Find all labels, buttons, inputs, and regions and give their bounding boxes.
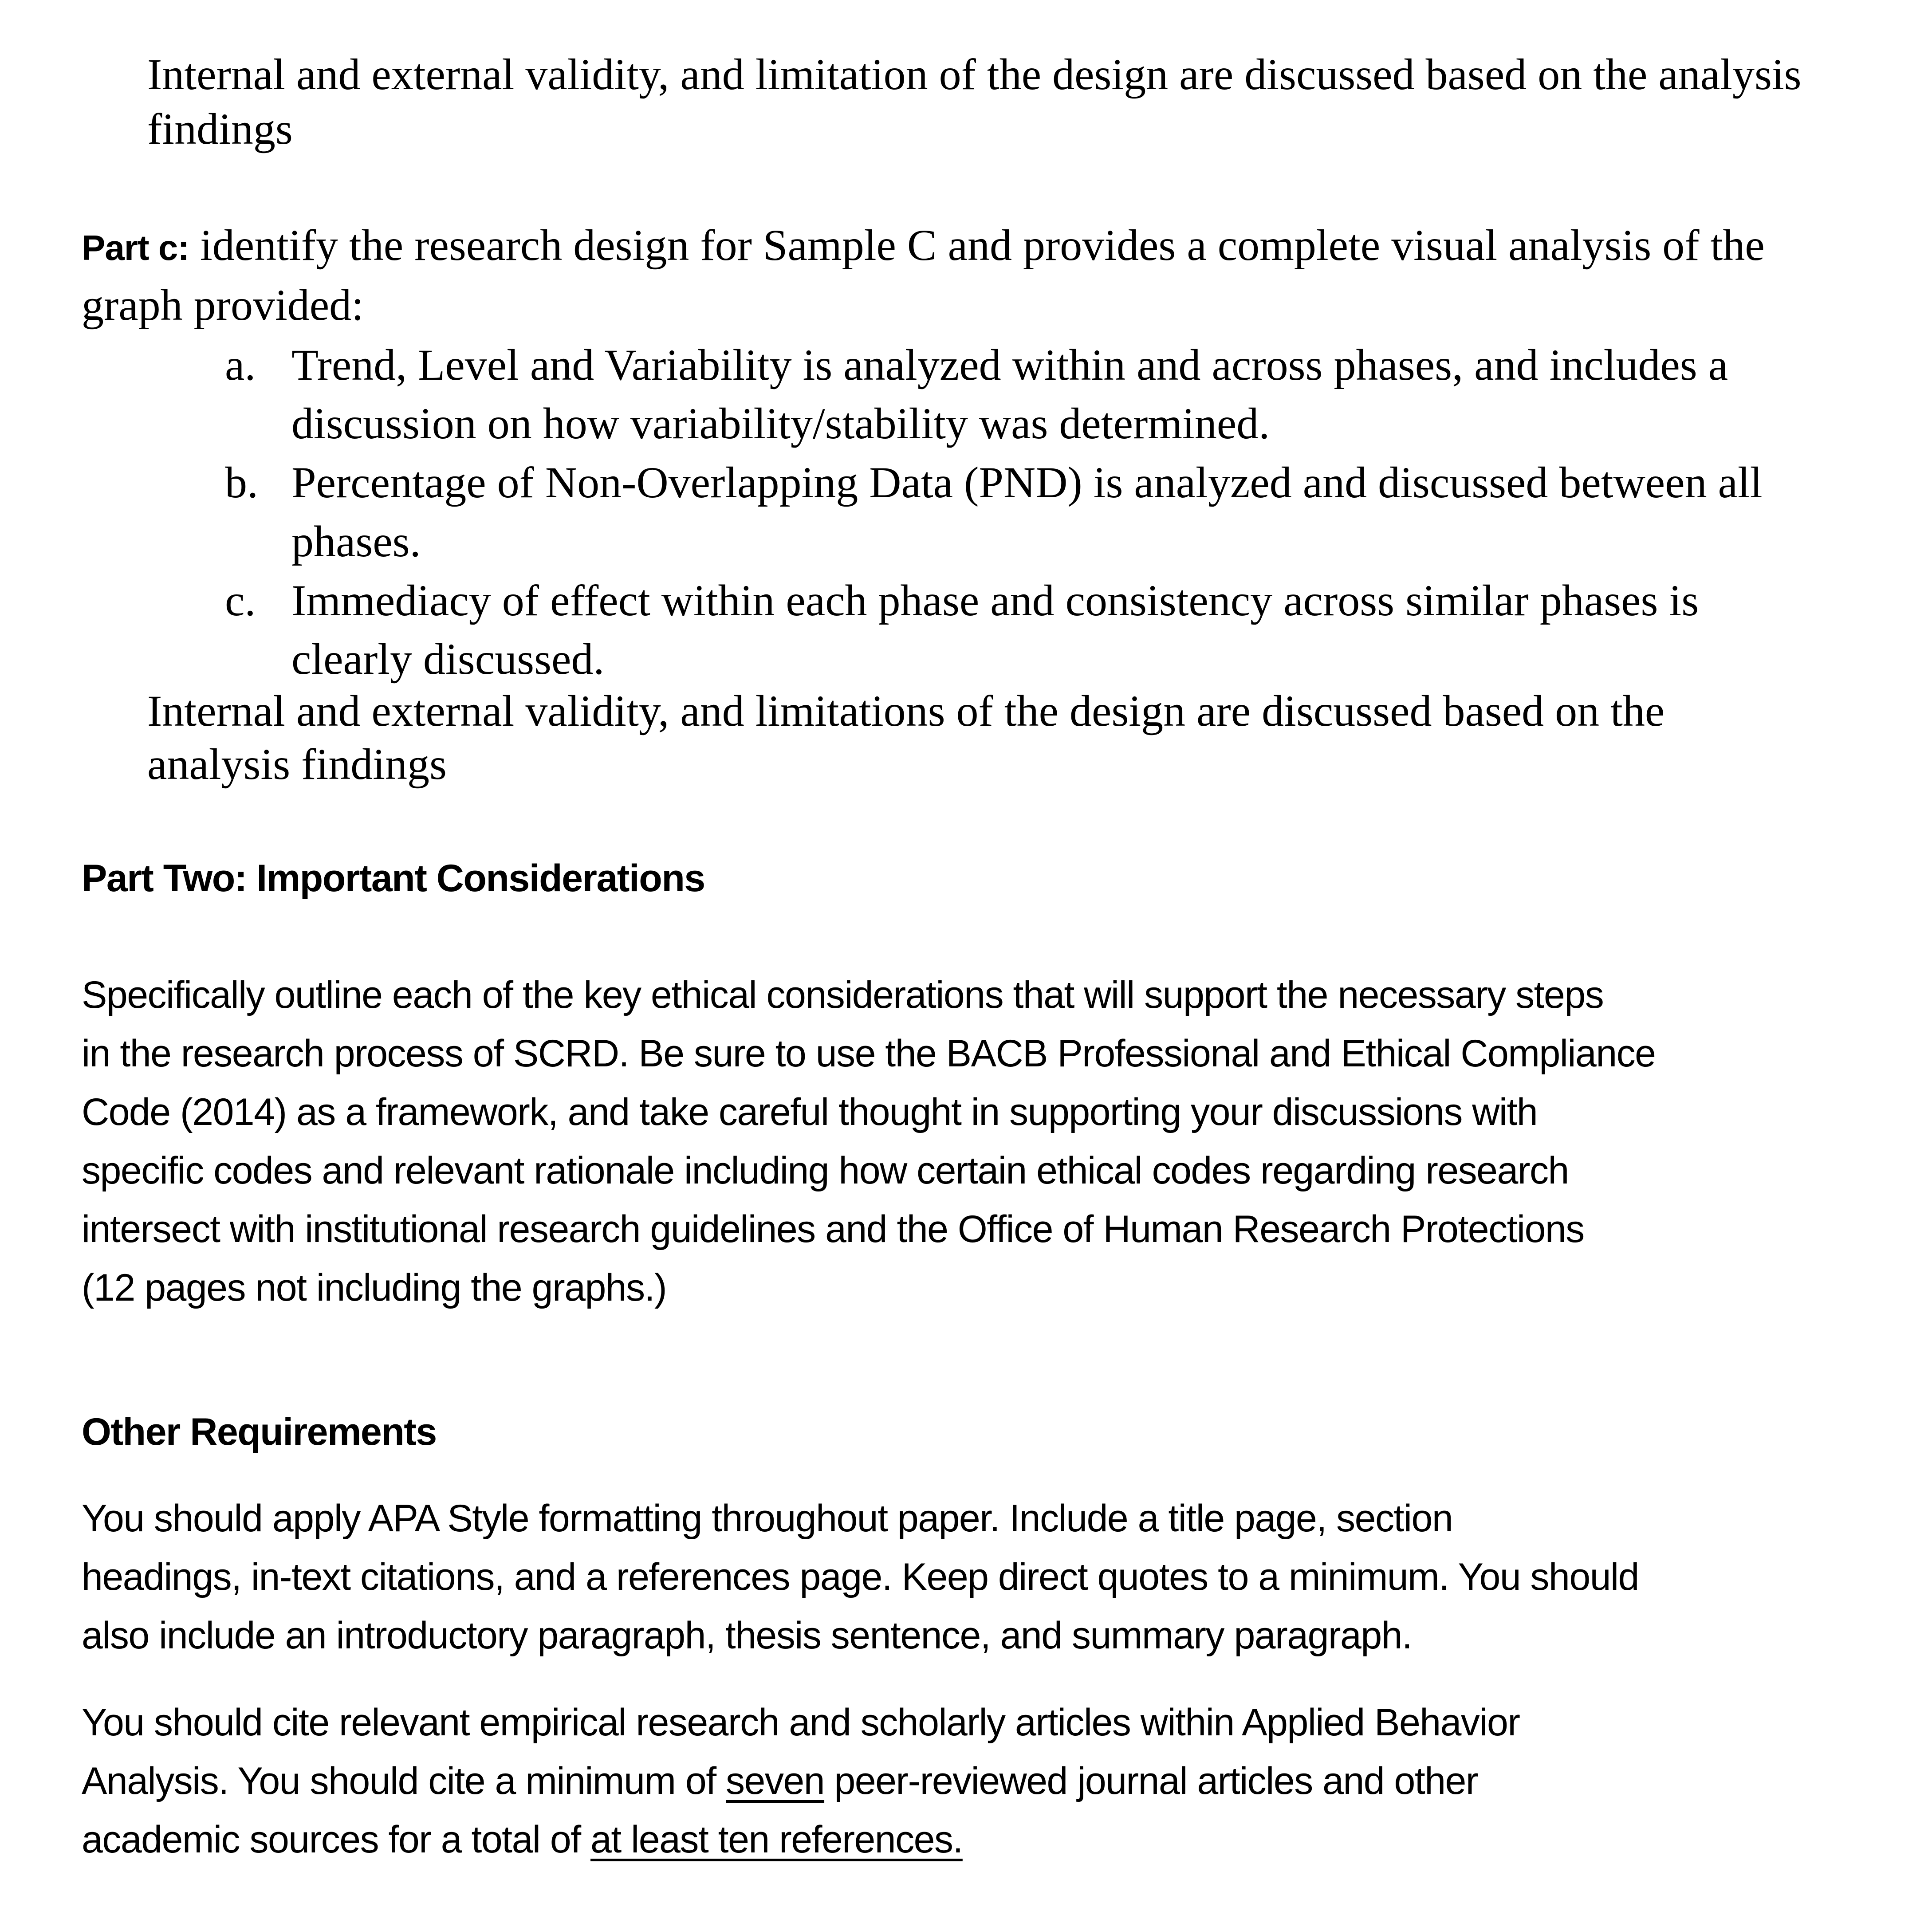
- apa-paragraph-line-1: You should apply APA Style formatting throughout paper. Include a title page, section: [82, 1497, 1453, 1540]
- list-marker-a: a.: [225, 340, 256, 389]
- intro-validity-line-2: findings: [147, 104, 293, 153]
- part-c-validity-line-2: analysis findings: [147, 739, 447, 789]
- part-two-paragraph-line-5: intersect with institutional research guidelines and the Office of Human Research Protections: [82, 1208, 1584, 1250]
- part-c-validity-line-1: Internal and external validity, and limitations of the design are discussed based on the: [147, 686, 1665, 735]
- part-two-paragraph-line-3: Code (2014) as a framework, and take careful thought in supporting your discussions with: [82, 1091, 1538, 1133]
- cite-paragraph-line-3: [82, 1818, 963, 1861]
- list-item-a-line-2: discussion on how variability/stability was determined.: [291, 399, 1270, 448]
- part-c-line: [82, 220, 1765, 270]
- part-two-paragraph-line-4: specific codes and relevant rationale including how certain ethical codes regarding research: [82, 1149, 1569, 1192]
- part-two-paragraph-line-2: in the research process of SCRD. Be sure to use the BACB Professional and Ethical Compliance: [82, 1032, 1656, 1075]
- cite-paragraph-line-2: [82, 1762, 1478, 1800]
- list-item-b-line-1: Percentage of Non-Overlapping Data (PND) is analyzed and discussed between all: [291, 458, 1763, 507]
- intro-validity-line-1: Internal and external validity, and limitation of the design are discussed based on the analysis: [147, 50, 1802, 99]
- part-two-heading: Part Two: Important Considerations: [82, 857, 705, 900]
- part-two-paragraph-line-6: (12 pages not including the graphs.): [82, 1266, 667, 1309]
- apa-paragraph-line-3: also include an introductory paragraph, thesis sentence, and summary paragraph.: [82, 1614, 1412, 1657]
- list-marker-c: c.: [225, 576, 256, 625]
- cite-line-2-before: Analysis. You should cite a minimum of: [82, 1760, 726, 1802]
- underlined-at-least-ten-references: at least ten references.: [590, 1818, 963, 1861]
- underlined-seven: seven: [726, 1760, 825, 1802]
- part-two-paragraph-line-1: Specifically outline each of the key ethical considerations that will support the necessary steps: [82, 974, 1604, 1016]
- list-marker-b: b.: [225, 458, 258, 507]
- apa-paragraph-line-2: headings, in-text citations, and a references page. Keep direct quotes to a minimum. You should: [82, 1556, 1639, 1598]
- part-c-label: Part c:: [82, 228, 189, 267]
- part-c-text-line-2: graph provided:: [82, 280, 364, 330]
- list-item-b-line-2: phases.: [291, 517, 421, 566]
- list-item-c-line-1: Immediacy of effect within each phase and consistency across similar phases is: [291, 576, 1699, 625]
- part-c-text: identify the research design for Sample C and provides a complete visual analysis of the: [189, 220, 1765, 270]
- cite-line-2-after: peer-reviewed journal articles and other: [824, 1760, 1478, 1802]
- other-requirements-heading: Other Requirements: [82, 1411, 437, 1453]
- cite-line-3-before: academic sources for a total of: [82, 1818, 591, 1861]
- cite-paragraph-line-1: You should cite relevant empirical research and scholarly articles within Applied Behavior: [82, 1701, 1520, 1744]
- list-item-c-line-2: clearly discussed.: [291, 634, 605, 684]
- list-item-a-line-1: Trend, Level and Variability is analyzed within and across phases, and includes a: [291, 340, 1728, 389]
